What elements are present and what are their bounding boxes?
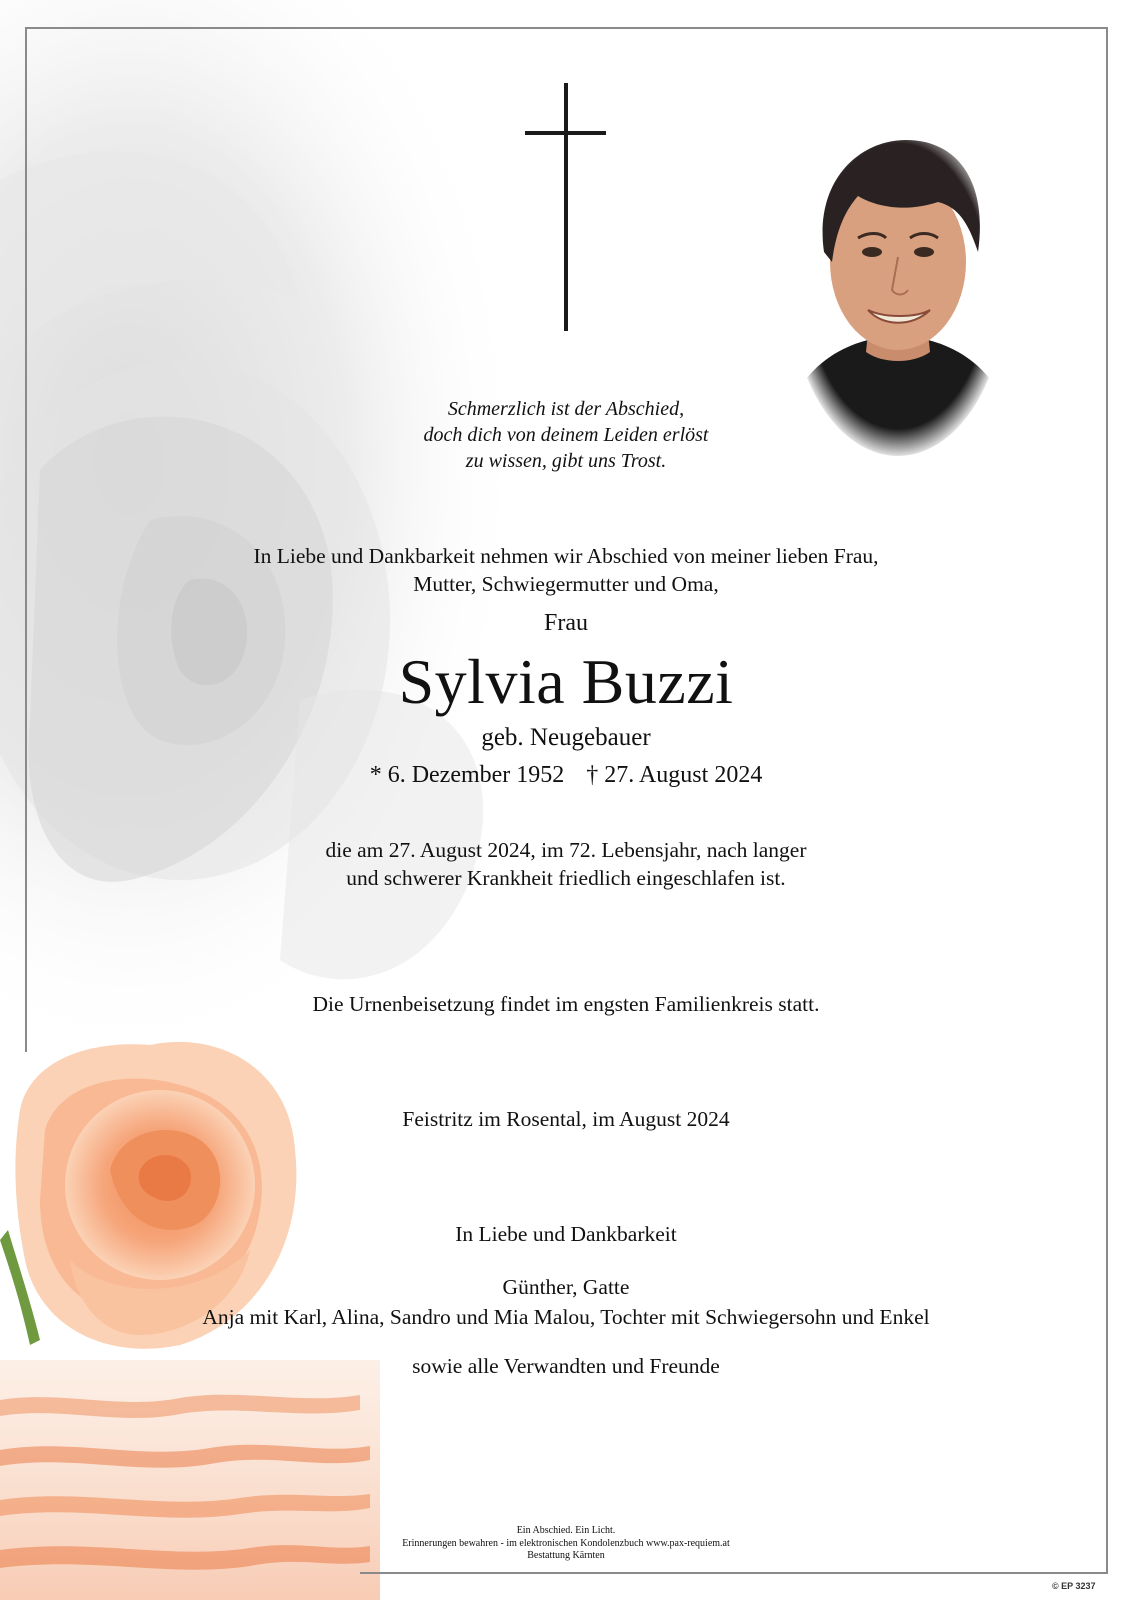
intro-line: In Liebe und Dankbarkeit nehmen wir Abschied von meiner lieben Frau,	[253, 544, 879, 568]
quote-line: doch dich von deinem Leiden erlöst	[423, 424, 709, 446]
urn-notice: Die Urnenbeisetzung findet im engsten Familienkreis statt.	[312, 992, 820, 1016]
footer-line: Erinnerungen bewahren - im elektronischen Kondolenzbuch www.pax-requiem.at	[402, 1537, 730, 1549]
footer-line: Ein Abschied. Ein Licht.	[516, 1525, 616, 1536]
water-reflection	[0, 1360, 380, 1600]
intro-text	[0, 542, 1132, 598]
frame-right-line	[1106, 27, 1108, 1574]
frame-top-line	[25, 27, 1108, 29]
closing-text: In Liebe und Dankbarkeit	[455, 1222, 677, 1246]
frame-left-line	[25, 27, 27, 1052]
life-dates	[0, 762, 1132, 789]
footer	[366, 1525, 766, 1563]
copyright-mark: © EP 3237	[1052, 1581, 1096, 1591]
intro-line: Mutter, Schwiegermutter und Oma,	[413, 572, 719, 596]
birth-date: * 6. Dezember 1952	[369, 762, 565, 788]
quote-block	[0, 396, 1132, 474]
relatives-text: sowie alle Verwandten und Freunde	[412, 1354, 720, 1378]
death-date: † 27. August 2024	[586, 762, 763, 788]
quote-line: zu wissen, gibt uns Trost.	[465, 450, 667, 472]
death-notice-line: die am 27. August 2024, im 72. Lebensjahr, nach langer	[325, 838, 807, 862]
frame-bottom-line	[360, 1572, 1108, 1574]
place-date: Feistritz im Rosental, im August 2024	[402, 1107, 730, 1131]
mourner-line: Anja mit Karl, Alina, Sandro und Mia Malou, Tochter mit Schwiegersohn und Enkel	[202, 1305, 930, 1329]
footer-line: Bestattung Kärnten	[527, 1550, 605, 1561]
death-notice	[0, 836, 1132, 892]
maiden-name: geb. Neugebauer	[481, 724, 651, 751]
mourner-line: Günther, Gatte	[502, 1275, 630, 1299]
mourners-list	[0, 1272, 1132, 1332]
deceased-name: Sylvia Buzzi	[398, 646, 734, 717]
death-notice-line: und schwerer Krankheit friedlich eingeschlafen ist.	[346, 866, 786, 890]
deceased-title: Frau	[544, 610, 588, 636]
quote-line: Schmerzlich ist der Abschied,	[447, 398, 685, 420]
